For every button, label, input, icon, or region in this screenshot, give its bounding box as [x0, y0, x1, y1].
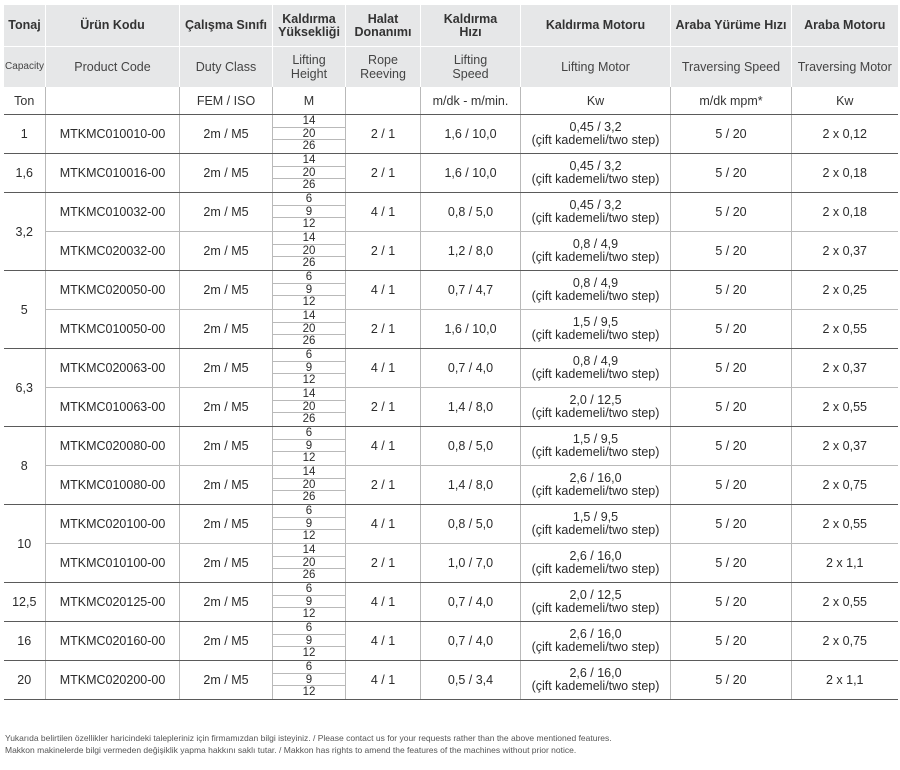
lifting-speed-cell: 0,7 / 4,7 [421, 271, 521, 310]
traversing-speed-cell: 5 / 20 [671, 661, 792, 700]
lifting-motor-note: (çift kademeli/two step) [531, 445, 660, 459]
lifting-height-value: 26 [302, 335, 316, 348]
duty-class-cell: 2m / M5 [180, 349, 273, 388]
capacity-cell: 1 [4, 115, 46, 154]
lifting-motor-cell [521, 232, 671, 271]
header-traversing-motor: Traversing Motor [792, 47, 898, 88]
lifting-height-value: 6 [273, 622, 345, 635]
product-code-cell: MTKMC020100-00 [46, 505, 180, 544]
lifting-height-value: 14 [273, 544, 345, 557]
table-row [4, 193, 898, 232]
lifting-motor-note: (çift kademeli/two step) [531, 679, 660, 693]
traversing-speed-cell: 5 / 20 [671, 388, 792, 427]
lifting-motor-value: 0,8 / 4,9 [572, 354, 619, 368]
rope-reeving-cell: 2 / 1 [346, 466, 421, 505]
lifting-motor-value: 2,6 / 16,0 [569, 471, 622, 485]
lifting-height-cell [273, 115, 346, 154]
traversing-motor-cell: 2 x 0,55 [792, 388, 898, 427]
traversing-speed-cell: 5 / 20 [671, 466, 792, 505]
capacity-cell: 3,2 [4, 193, 46, 271]
product-code-cell: MTKMC020160-00 [46, 622, 180, 661]
table-row [4, 115, 898, 154]
traversing-motor-cell: 2 x 1,1 [792, 661, 898, 700]
lifting-height-cell [273, 466, 346, 505]
lifting-motor-cell [521, 622, 671, 661]
lifting-motor-value: 2,6 / 16,0 [569, 666, 622, 680]
unit-ton: Ton [4, 87, 46, 115]
product-code-cell: MTKMC020050-00 [46, 271, 180, 310]
lifting-height-value: 14 [273, 232, 345, 245]
traversing-motor-cell: 2 x 0,75 [792, 622, 898, 661]
header-duty-class: Duty Class [180, 47, 273, 88]
traversing-motor-cell: 2 x 0,37 [792, 232, 898, 271]
lifting-height-value: 12 [302, 452, 316, 465]
lifting-speed-cell: 0,7 / 4,0 [421, 622, 521, 661]
capacity-cell: 16 [4, 622, 46, 661]
capacity-cell: 8 [4, 427, 46, 505]
lifting-height-value: 26 [302, 140, 316, 153]
header-row-turkish [4, 5, 898, 47]
lifting-motor-value: 0,45 / 3,2 [569, 120, 622, 134]
footnotes [5, 732, 612, 756]
capacity-cell: 20 [4, 661, 46, 700]
table-row [4, 544, 898, 583]
product-code-cell: MTKMC020032-00 [46, 232, 180, 271]
lifting-speed-cell: 0,5 / 3,4 [421, 661, 521, 700]
traversing-motor-cell: 2 x 1,1 [792, 544, 898, 583]
duty-class-cell: 2m / M5 [180, 232, 273, 271]
lifting-motor-value: 0,8 / 4,9 [572, 237, 619, 251]
lifting-motor-cell [521, 661, 671, 700]
table-body [4, 115, 898, 700]
lifting-motor-note: (çift kademeli/two step) [531, 523, 660, 537]
lifting-motor-cell [521, 466, 671, 505]
table-row [4, 154, 898, 193]
lifting-height-value: 12 [302, 296, 316, 309]
lifting-height-cell [273, 193, 346, 232]
traversing-speed-cell: 5 / 20 [671, 427, 792, 466]
traversing-motor-cell: 2 x 0,37 [792, 427, 898, 466]
lifting-height-value: 12 [302, 530, 316, 543]
header-lifting-height: Lifting Height [273, 47, 346, 88]
table-row [4, 622, 898, 661]
lifting-height-cell [273, 232, 346, 271]
lifting-motor-cell [521, 310, 671, 349]
product-code-cell: MTKMC010032-00 [46, 193, 180, 232]
lifting-height-value: 20 [273, 323, 345, 336]
lifting-motor-value: 2,6 / 16,0 [569, 627, 622, 641]
lifting-motor-note: (çift kademeli/two step) [531, 406, 660, 420]
capacity-cell: 6,3 [4, 349, 46, 427]
unit-code [46, 87, 180, 115]
product-code-cell: MTKMC010050-00 [46, 310, 180, 349]
header-row-english [4, 47, 898, 88]
traversing-speed-cell: 5 / 20 [671, 154, 792, 193]
rope-reeving-cell: 4 / 1 [346, 622, 421, 661]
traversing-motor-cell: 2 x 0,18 [792, 193, 898, 232]
lifting-motor-cell [521, 505, 671, 544]
traversing-speed-cell: 5 / 20 [671, 271, 792, 310]
lifting-speed-cell: 0,8 / 5,0 [421, 427, 521, 466]
traversing-speed-cell: 5 / 20 [671, 583, 792, 622]
lifting-height-value: 9 [273, 440, 345, 453]
unit-traversing-speed: m/dk mpm* [671, 87, 792, 115]
lifting-height-value: 20 [273, 557, 345, 570]
rope-reeving-cell: 4 / 1 [346, 505, 421, 544]
lifting-height-value: 14 [273, 115, 345, 128]
lifting-height-value: 12 [302, 218, 316, 231]
lifting-height-value: 26 [302, 179, 316, 192]
footnote-line: Yukarıda belirtilen özellikler haricindeki talepleriniz için firmamızdan bilgi isteyiniz. / Please contact us for your requests rather than the above mentioned features. [5, 733, 612, 743]
rope-reeving-cell: 4 / 1 [346, 583, 421, 622]
lifting-height-value: 20 [273, 479, 345, 492]
product-code-cell: MTKMC020125-00 [46, 583, 180, 622]
lifting-height-value: 20 [273, 245, 345, 258]
duty-class-cell: 2m / M5 [180, 661, 273, 700]
traversing-speed-cell: 5 / 20 [671, 232, 792, 271]
traversing-motor-cell: 2 x 0,55 [792, 505, 898, 544]
unit-reeving [346, 87, 421, 115]
product-code-cell: MTKMC010080-00 [46, 466, 180, 505]
table-row [4, 466, 898, 505]
lifting-height-value: 26 [302, 491, 316, 504]
lifting-motor-note: (çift kademeli/two step) [531, 133, 660, 147]
lifting-height-cell [273, 505, 346, 544]
lifting-motor-note: (çift kademeli/two step) [531, 289, 660, 303]
lifting-speed-cell: 1,4 / 8,0 [421, 466, 521, 505]
lifting-motor-value: 2,6 / 16,0 [569, 549, 622, 563]
lifting-height-cell [273, 310, 346, 349]
lifting-height-value: 12 [302, 647, 316, 660]
lifting-speed-cell: 1,0 / 7,0 [421, 544, 521, 583]
lifting-height-value: 20 [273, 401, 345, 414]
table-row [4, 505, 898, 544]
rope-reeving-cell: 4 / 1 [346, 661, 421, 700]
capacity-cell: 1,6 [4, 154, 46, 193]
lifting-height-cell [273, 271, 346, 310]
duty-class-cell: 2m / M5 [180, 622, 273, 661]
lifting-height-value: 9 [273, 674, 345, 687]
lifting-height-value: 6 [273, 427, 345, 440]
rope-reeving-cell: 2 / 1 [346, 154, 421, 193]
lifting-speed-cell: 0,8 / 5,0 [421, 193, 521, 232]
lifting-height-value: 12 [302, 374, 316, 387]
lifting-height-value: 20 [273, 167, 345, 180]
lifting-height-value: 20 [273, 128, 345, 141]
table-row [4, 271, 898, 310]
rope-reeving-cell: 4 / 1 [346, 349, 421, 388]
traversing-motor-cell: 2 x 0,55 [792, 310, 898, 349]
lifting-height-value: 26 [302, 569, 316, 582]
lifting-motor-note: (çift kademeli/two step) [531, 640, 660, 654]
duty-class-cell: 2m / M5 [180, 193, 273, 232]
lifting-speed-cell: 0,7 / 4,0 [421, 583, 521, 622]
footnote-line: Makkon makinelerde bilgi vermeden değişiklik yapma hakkını saklı tutar. / Makkon has rights to amend the features of the machines without prior notice. [5, 745, 577, 755]
lifting-speed-cell: 1,6 / 10,0 [421, 310, 521, 349]
header-calisma-sinifi: Çalışma Sınıfı [180, 5, 273, 47]
unit-lifting-kw: Kw [521, 87, 671, 115]
duty-class-cell: 2m / M5 [180, 466, 273, 505]
traversing-speed-cell: 5 / 20 [671, 622, 792, 661]
lifting-motor-cell [521, 427, 671, 466]
rope-reeving-cell: 2 / 1 [346, 388, 421, 427]
table-row [4, 661, 898, 700]
lifting-motor-note: (çift kademeli/two step) [531, 484, 660, 498]
duty-class-cell: 2m / M5 [180, 115, 273, 154]
traversing-speed-cell: 5 / 20 [671, 193, 792, 232]
lifting-height-value: 9 [273, 596, 345, 609]
header-kaldirma-yuksekligi: Kaldırma Yüksekliği [273, 5, 346, 47]
duty-class-cell: 2m / M5 [180, 271, 273, 310]
lifting-motor-note: (çift kademeli/two step) [531, 601, 660, 615]
lifting-height-cell [273, 622, 346, 661]
lifting-height-value: 26 [302, 257, 316, 270]
rope-reeving-cell: 2 / 1 [346, 232, 421, 271]
lifting-motor-value: 2,0 / 12,5 [569, 393, 622, 407]
traversing-motor-cell: 2 x 0,75 [792, 466, 898, 505]
lifting-height-value: 14 [273, 466, 345, 479]
rope-reeving-cell: 4 / 1 [346, 193, 421, 232]
lifting-height-value: 26 [302, 413, 316, 426]
traversing-motor-cell: 2 x 0,55 [792, 583, 898, 622]
lifting-motor-note: (çift kademeli/two step) [531, 250, 660, 264]
lifting-height-value: 14 [273, 154, 345, 167]
traversing-speed-cell: 5 / 20 [671, 505, 792, 544]
product-code-cell: MTKMC010100-00 [46, 544, 180, 583]
rope-reeving-cell: 2 / 1 [346, 544, 421, 583]
unit-fem-iso: FEM / ISO [180, 87, 273, 115]
lifting-height-value: 12 [302, 686, 316, 699]
lifting-height-value: 6 [273, 193, 345, 206]
duty-class-cell: 2m / M5 [180, 388, 273, 427]
header-kaldirma-motoru: Kaldırma Motoru [521, 5, 671, 47]
lifting-motor-note: (çift kademeli/two step) [531, 328, 660, 342]
unit-lifting-speed: m/dk - m/min. [421, 87, 521, 115]
table-row [4, 232, 898, 271]
lifting-speed-cell: 1,6 / 10,0 [421, 154, 521, 193]
lifting-speed-cell: 1,6 / 10,0 [421, 115, 521, 154]
header-lifting-speed: Lifting Speed [421, 47, 521, 88]
lifting-motor-note: (çift kademeli/two step) [531, 367, 660, 381]
header-traversing-speed: Traversing Speed [671, 47, 792, 88]
specification-table [3, 5, 898, 700]
lifting-height-cell [273, 661, 346, 700]
table-row [4, 310, 898, 349]
header-kaldirma-hizi: Kaldırma Hızı [421, 5, 521, 47]
lifting-motor-value: 1,5 / 9,5 [572, 432, 619, 446]
unit-meter: M [273, 87, 346, 115]
lifting-motor-cell [521, 154, 671, 193]
product-code-cell: MTKMC010016-00 [46, 154, 180, 193]
lifting-height-cell [273, 583, 346, 622]
lifting-height-cell [273, 544, 346, 583]
lifting-height-cell [273, 427, 346, 466]
lifting-motor-value: 2,0 / 12,5 [569, 588, 622, 602]
lifting-motor-value: 1,5 / 9,5 [572, 315, 619, 329]
lifting-height-value: 9 [273, 362, 345, 375]
lifting-height-value: 6 [273, 661, 345, 674]
lifting-motor-cell [521, 388, 671, 427]
lifting-height-value: 14 [273, 388, 345, 401]
lifting-height-value: 6 [273, 349, 345, 362]
header-halat-donanimi: Halat Donanımı [346, 5, 421, 47]
header-capacity: Capacity [4, 47, 46, 88]
header-urun-kodu: Ürün Kodu [46, 5, 180, 47]
lifting-motor-cell [521, 115, 671, 154]
rope-reeving-cell: 2 / 1 [346, 115, 421, 154]
traversing-motor-cell: 2 x 0,12 [792, 115, 898, 154]
lifting-height-value: 9 [273, 206, 345, 219]
product-code-cell: MTKMC020063-00 [46, 349, 180, 388]
lifting-motor-value: 0,8 / 4,9 [572, 276, 619, 290]
unit-traversing-kw: Kw [792, 87, 898, 115]
traversing-speed-cell: 5 / 20 [671, 349, 792, 388]
rope-reeving-cell: 2 / 1 [346, 310, 421, 349]
lifting-height-cell [273, 154, 346, 193]
duty-class-cell: 2m / M5 [180, 427, 273, 466]
rope-reeving-cell: 4 / 1 [346, 271, 421, 310]
table-row [4, 427, 898, 466]
table-row [4, 583, 898, 622]
lifting-height-value: 6 [273, 271, 345, 284]
traversing-motor-cell: 2 x 0,18 [792, 154, 898, 193]
lifting-height-value: 12 [302, 608, 316, 621]
rope-reeving-cell: 4 / 1 [346, 427, 421, 466]
lifting-motor-cell [521, 544, 671, 583]
lifting-speed-cell: 1,2 / 8,0 [421, 232, 521, 271]
header-araba-motoru: Araba Motoru [792, 5, 898, 47]
product-code-cell: MTKMC010063-00 [46, 388, 180, 427]
product-code-cell: MTKMC020200-00 [46, 661, 180, 700]
lifting-height-value: 9 [273, 518, 345, 531]
traversing-speed-cell: 5 / 20 [671, 544, 792, 583]
lifting-motor-value: 0,45 / 3,2 [569, 198, 622, 212]
lifting-height-value: 9 [273, 635, 345, 648]
traversing-motor-cell: 2 x 0,25 [792, 271, 898, 310]
lifting-motor-cell [521, 271, 671, 310]
duty-class-cell: 2m / M5 [180, 505, 273, 544]
duty-class-cell: 2m / M5 [180, 583, 273, 622]
lifting-height-value: 9 [273, 284, 345, 297]
capacity-cell: 12,5 [4, 583, 46, 622]
lifting-height-value: 6 [273, 505, 345, 518]
table-row [4, 388, 898, 427]
traversing-speed-cell: 5 / 20 [671, 115, 792, 154]
lifting-speed-cell: 1,4 / 8,0 [421, 388, 521, 427]
lifting-height-value: 14 [273, 310, 345, 323]
table-row [4, 349, 898, 388]
lifting-motor-value: 1,5 / 9,5 [572, 510, 619, 524]
lifting-motor-note: (çift kademeli/two step) [531, 562, 660, 576]
duty-class-cell: 2m / M5 [180, 310, 273, 349]
header-product-code: Product Code [46, 47, 180, 88]
capacity-cell: 10 [4, 505, 46, 583]
lifting-motor-cell [521, 349, 671, 388]
traversing-speed-cell: 5 / 20 [671, 310, 792, 349]
header-row-units [4, 87, 898, 115]
lifting-height-cell [273, 349, 346, 388]
header-araba-yurume-hizi: Araba Yürüme Hızı [671, 5, 792, 47]
traversing-motor-cell: 2 x 0,37 [792, 349, 898, 388]
capacity-cell: 5 [4, 271, 46, 349]
lifting-motor-cell [521, 193, 671, 232]
lifting-speed-cell: 0,7 / 4,0 [421, 349, 521, 388]
lifting-motor-cell [521, 583, 671, 622]
duty-class-cell: 2m / M5 [180, 544, 273, 583]
lifting-motor-note: (çift kademeli/two step) [531, 211, 660, 225]
product-code-cell: MTKMC020080-00 [46, 427, 180, 466]
duty-class-cell: 2m / M5 [180, 154, 273, 193]
lifting-height-value: 6 [273, 583, 345, 596]
header-rope-reeving: Rope Reeving [346, 47, 421, 88]
header-tonaj: Tonaj [4, 5, 46, 47]
lifting-motor-value: 0,45 / 3,2 [569, 159, 622, 173]
lifting-motor-note: (çift kademeli/two step) [531, 172, 660, 186]
lifting-speed-cell: 0,8 / 5,0 [421, 505, 521, 544]
lifting-height-cell [273, 388, 346, 427]
product-code-cell: MTKMC010010-00 [46, 115, 180, 154]
header-lifting-motor: Lifting Motor [521, 47, 671, 88]
